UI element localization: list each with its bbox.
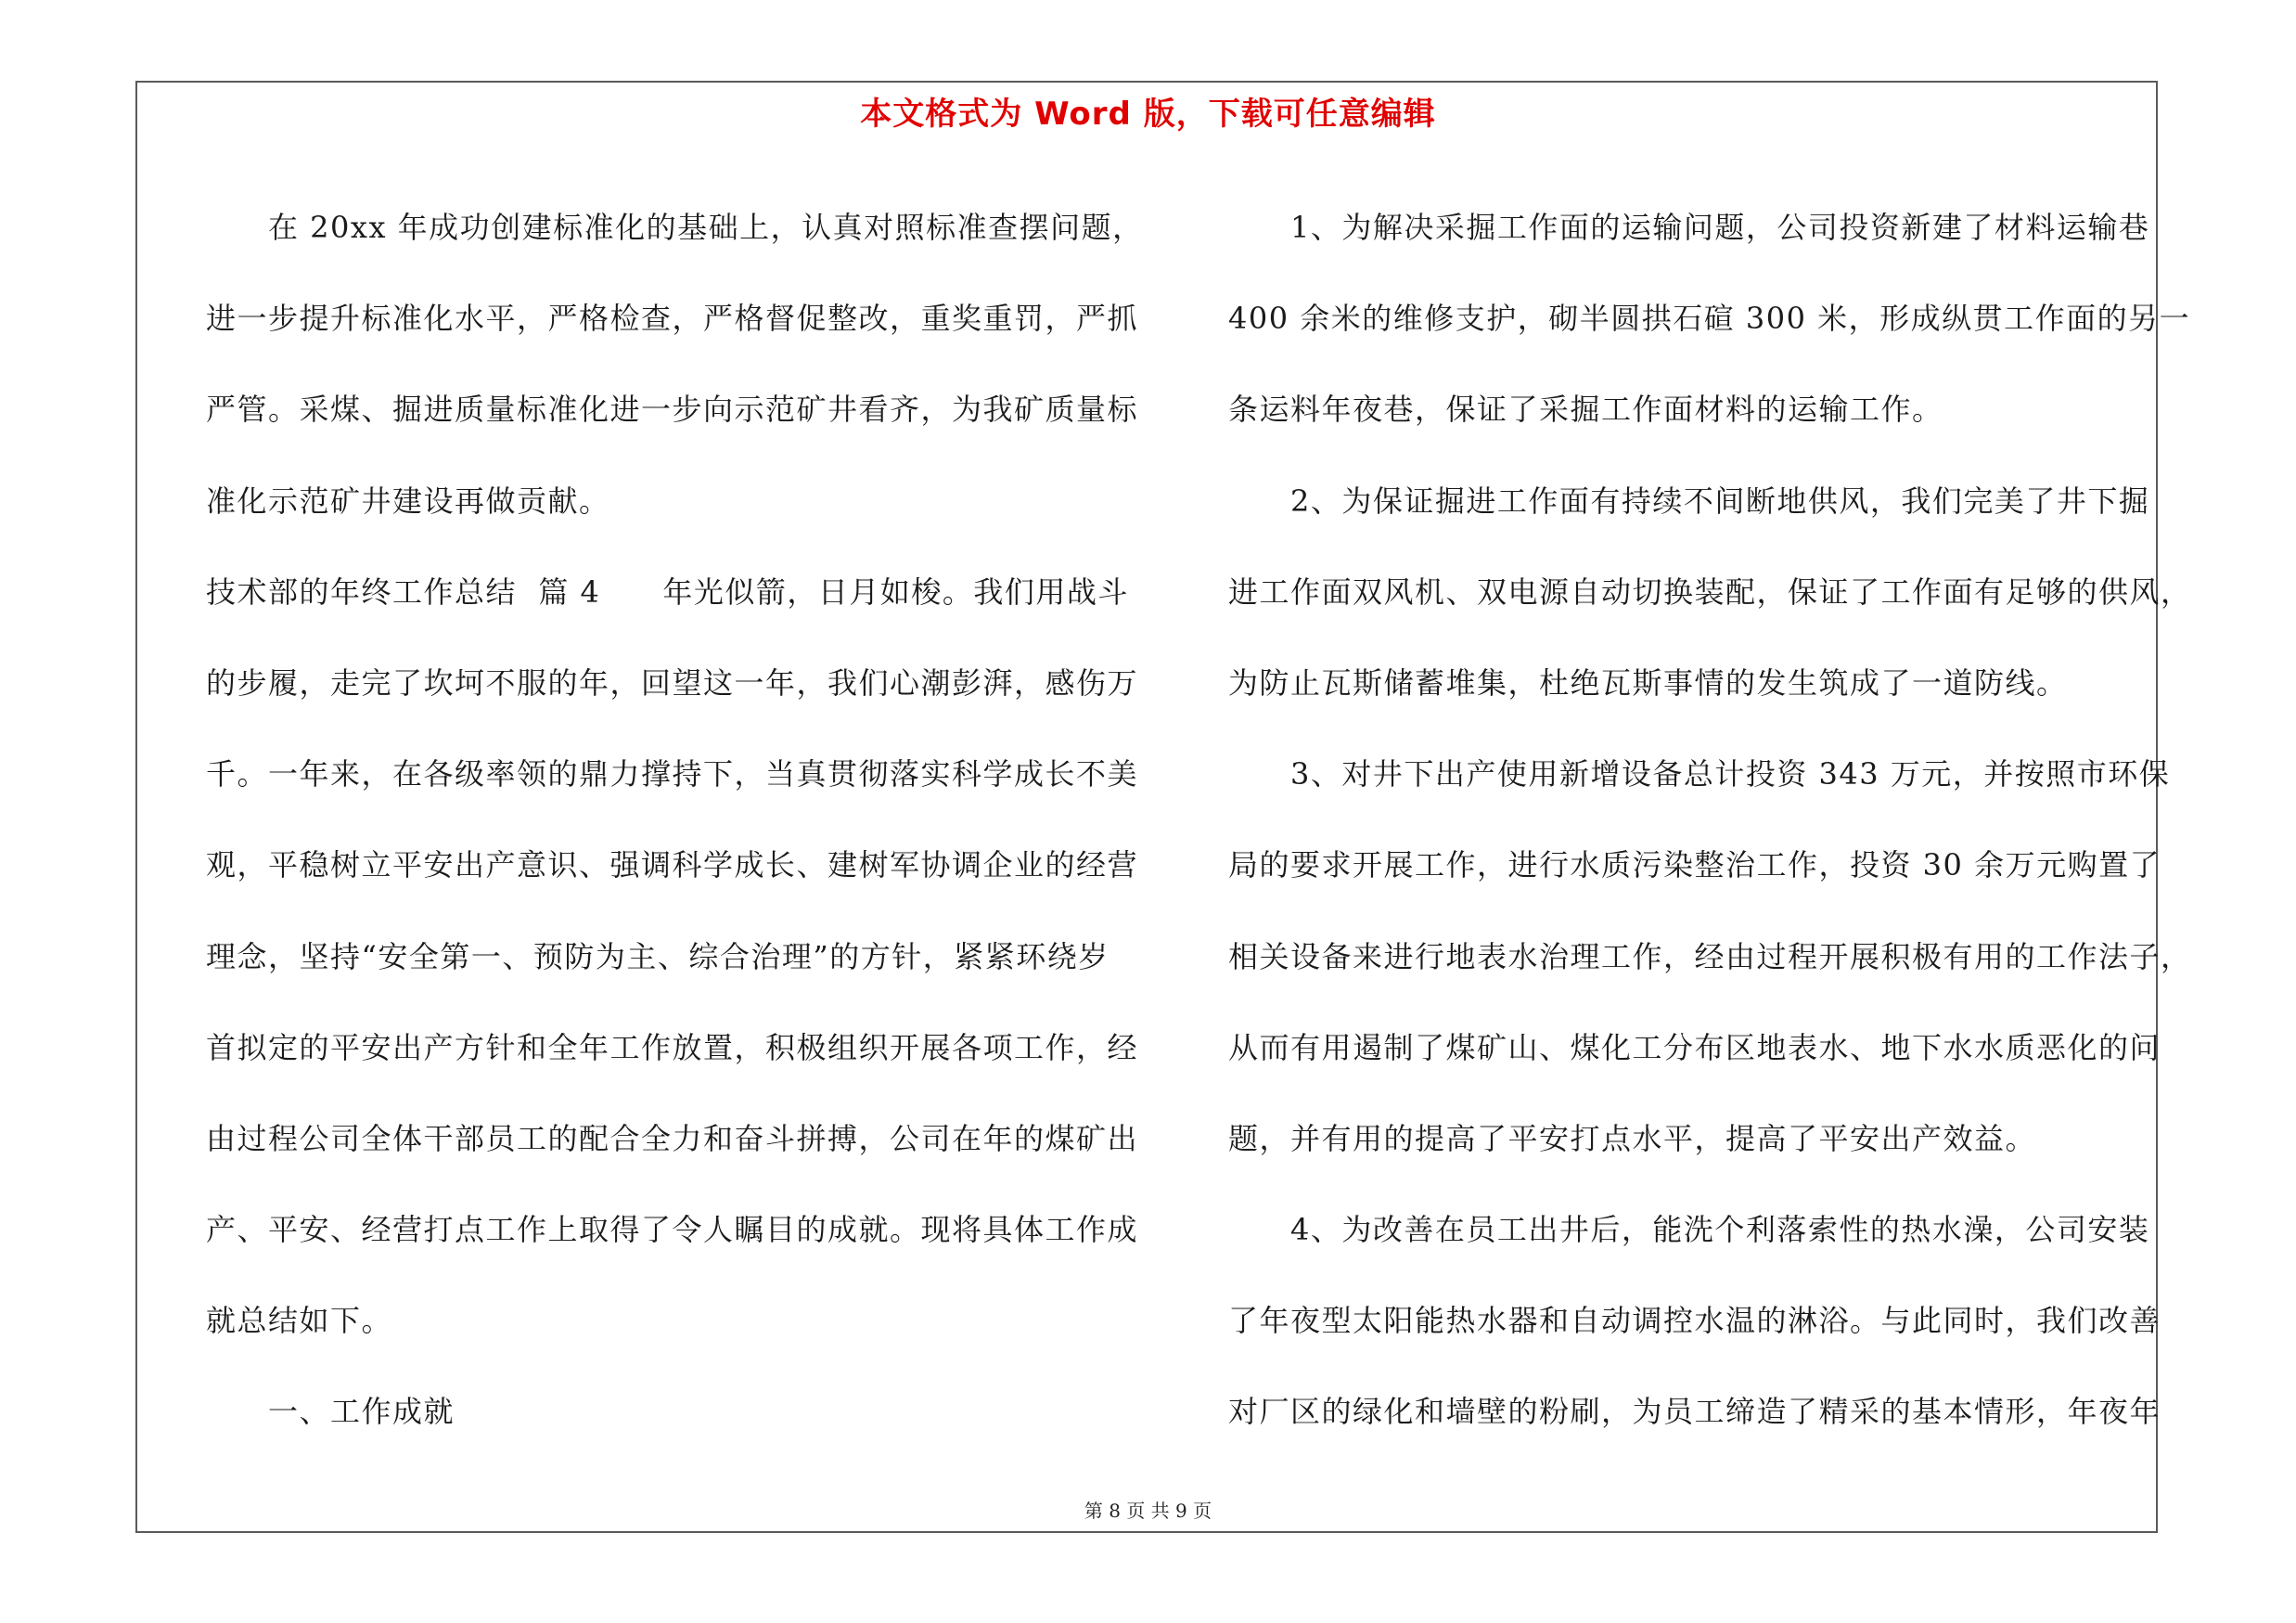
text-line: 局的要求开展工作，进行水质污染整治工作，投资 30 余万元购置了 [1228,847,2161,883]
section-heading-line: 技术部的年终工作总结 篇 4 年光似箭，日月如梭。我们用战斗 [206,573,1129,610]
text-line: 千。一年来，在各级率领的鼎力撑持下，当真贯彻落实科学成长不美 [206,756,1139,792]
text-line: 从而有用遏制了煤矿山、煤化工分布区地表水、地下水水质恶化的问 [1228,1029,2161,1065]
text-line: 观，平稳树立平安出产意识、强调科学成长、建树军协调企业的经营 [206,847,1139,883]
text-line: 条运料年夜巷，保证了采掘工作面材料的运输工作。 [1228,392,1943,428]
text-line: 理念，坚持“安全第一、预防为主、综合治理”的方针，紧紧环绕岁 [206,938,1110,974]
text-line: 的步履，走完了坎坷不服的年，回望这一年，我们心潮彭湃，感伤万 [206,664,1139,701]
text-line: 对厂区的绿化和墙壁的粉刷，为员工缔造了精采的基本情形，年夜年 [1228,1394,2161,1430]
left-text-column [206,182,1144,1458]
text-line: 4、为改善在员工出井后，能洗个利落索性的热水澡，公司安装 [1228,1212,2150,1248]
text-line: 3、对井下出产使用新增设备总计投资 343 万元，并按照市环保 [1228,756,2171,792]
text-line: 了年夜型太阳能热水器和自动调控水温的淋浴。与此同时，我们改善 [1228,1303,2161,1339]
text-line: 由过程公司全体干部员工的配合全力和奋斗拼搏，公司在年的煤矿出 [206,1120,1139,1156]
page-number: 第 8 页 共 9 页 [1084,1500,1212,1522]
text-line: 就总结如下。 [206,1303,393,1339]
format-banner: 本文格式为 Word 版，下载可任意编辑 [860,96,1436,133]
text-line: 400 余米的维修支护，砌半圆拱石碹 300 米，形成纵贯工作面的另一 [1228,301,2191,337]
text-line: 首拟定的平安出产方针和全年工作放置，积极组织开展各项工作，经 [206,1029,1139,1065]
text-line: 严管。采煤、掘进质量标准化进一步向示范矿井看齐，为我矿质量标 [206,392,1139,428]
text-line: 1、为解决采掘工作面的运输问题，公司投资新建了材料运输巷 [1228,210,2150,245]
text-line: 题，并有用的提高了平安打点水平，提高了平安出产效益。 [1228,1120,2037,1156]
text-line: 进一步提升标准化水平，严格检查，严格督促整改，重奖重罚，严抓 [206,301,1139,337]
text-line: 相关设备来进行地表水治理工作，经由过程开展积极有用的工作法子， [1228,938,2192,974]
text-line: 2、为保证掘进工作面有持续不间断地供风，我们完美了井下掘 [1228,483,2150,519]
subsection-heading: 一、工作成就 [206,1394,455,1430]
text-line: 为防止瓦斯储蓄堆集，杜绝瓦斯事情的发生筑成了一道防线。 [1228,664,2068,701]
text-line: 进工作面双风机、双电源自动切换装配，保证了工作面有足够的供风， [1228,573,2192,610]
text-line: 在 20xx 年成功创建标准化的基础上，认真对照标准查摆问题， [206,210,1144,245]
text-line: 准化示范矿井建设再做贡献。 [206,483,610,519]
text-line: 产、平安、经营打点工作上取得了令人瞩目的成就。现将具体工作成 [206,1212,1139,1248]
right-text-column [1228,182,2192,1458]
